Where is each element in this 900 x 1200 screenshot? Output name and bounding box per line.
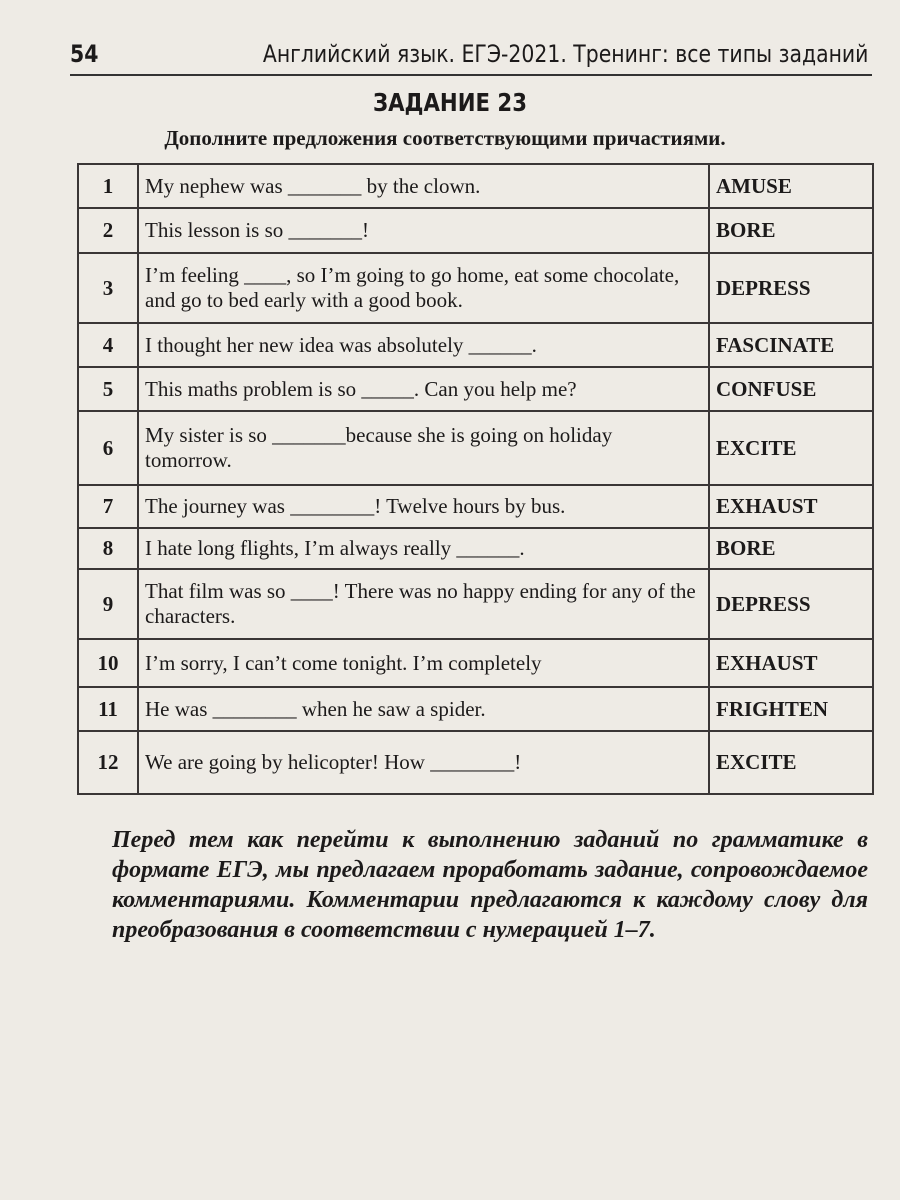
row-word: FRIGHTEN <box>709 687 873 731</box>
table-row <box>78 528 873 569</box>
table-row <box>78 253 873 323</box>
row-sentence: This lesson is so _______! <box>138 208 709 253</box>
row-number: 5 <box>78 367 138 411</box>
row-word: BORE <box>709 208 873 253</box>
row-word: EXCITE <box>709 731 873 794</box>
row-word: AMUSE <box>709 164 873 208</box>
exercise-table <box>77 163 874 795</box>
row-number: 8 <box>78 528 138 569</box>
task-instruction: Дополните предложения соответствующими причастиями. <box>164 126 726 150</box>
row-number: 9 <box>78 569 138 639</box>
table-row <box>78 485 873 528</box>
row-word: EXHAUST <box>709 485 873 528</box>
table-row <box>78 569 873 639</box>
page-number: 54 <box>70 40 99 68</box>
row-sentence: I hate long flights, I’m always really ______. <box>138 528 709 569</box>
table-row <box>78 639 873 687</box>
row-number: 12 <box>78 731 138 794</box>
book-title: Английский язык. ЕГЭ-2021. Тренинг: все типы заданий <box>262 40 868 68</box>
row-sentence: My nephew was _______ by the clown. <box>138 164 709 208</box>
row-sentence: He was ________ when he saw a spider. <box>138 687 709 731</box>
note-paragraph: Перед тем как перейти к выполнению заданий по грамматике в формате ЕГЭ, мы предлагаем проработать задание, сопровождаемое комментариями. Комментарии предлагаются к каждому слову для преобразования в соответствии с нумерацией 1–7. <box>112 827 868 943</box>
row-number: 7 <box>78 485 138 528</box>
task-title: ЗАДАНИЕ 23 <box>373 88 527 117</box>
row-sentence: I thought her new idea was absolutely ______. <box>138 323 709 367</box>
row-word: EXHAUST <box>709 639 873 687</box>
row-sentence: I’m sorry, I can’t come tonight. I’m completely <box>138 639 709 687</box>
row-word: CONFUSE <box>709 367 873 411</box>
header-divider <box>70 74 872 76</box>
table-row <box>78 731 873 794</box>
row-sentence: My sister is so _______because she is going on holiday tomorrow. <box>138 411 709 485</box>
row-word: EXCITE <box>709 411 873 485</box>
row-sentence: This maths problem is so _____. Can you help me? <box>138 367 709 411</box>
row-word: DEPRESS <box>709 253 873 323</box>
table-row <box>78 411 873 485</box>
table-row <box>78 208 873 253</box>
row-word: DEPRESS <box>709 569 873 639</box>
row-number: 6 <box>78 411 138 485</box>
row-word: FASCINATE <box>709 323 873 367</box>
row-sentence: I’m feeling ____, so I’m going to go home, eat some chocolate, and go to bed early with a good book. <box>138 253 709 323</box>
table-row <box>78 367 873 411</box>
row-word: BORE <box>709 528 873 569</box>
row-number: 10 <box>78 639 138 687</box>
row-sentence: We are going by helicopter! How ________! <box>138 731 709 794</box>
row-number: 1 <box>78 164 138 208</box>
table-row <box>78 687 873 731</box>
row-sentence: The journey was ________! Twelve hours by bus. <box>138 485 709 528</box>
row-sentence: That film was so ____! There was no happy ending for any of the characters. <box>138 569 709 639</box>
row-number: 4 <box>78 323 138 367</box>
row-number: 11 <box>78 687 138 731</box>
table-row <box>78 164 873 208</box>
table-row <box>78 323 873 367</box>
row-number: 3 <box>78 253 138 323</box>
row-number: 2 <box>78 208 138 253</box>
